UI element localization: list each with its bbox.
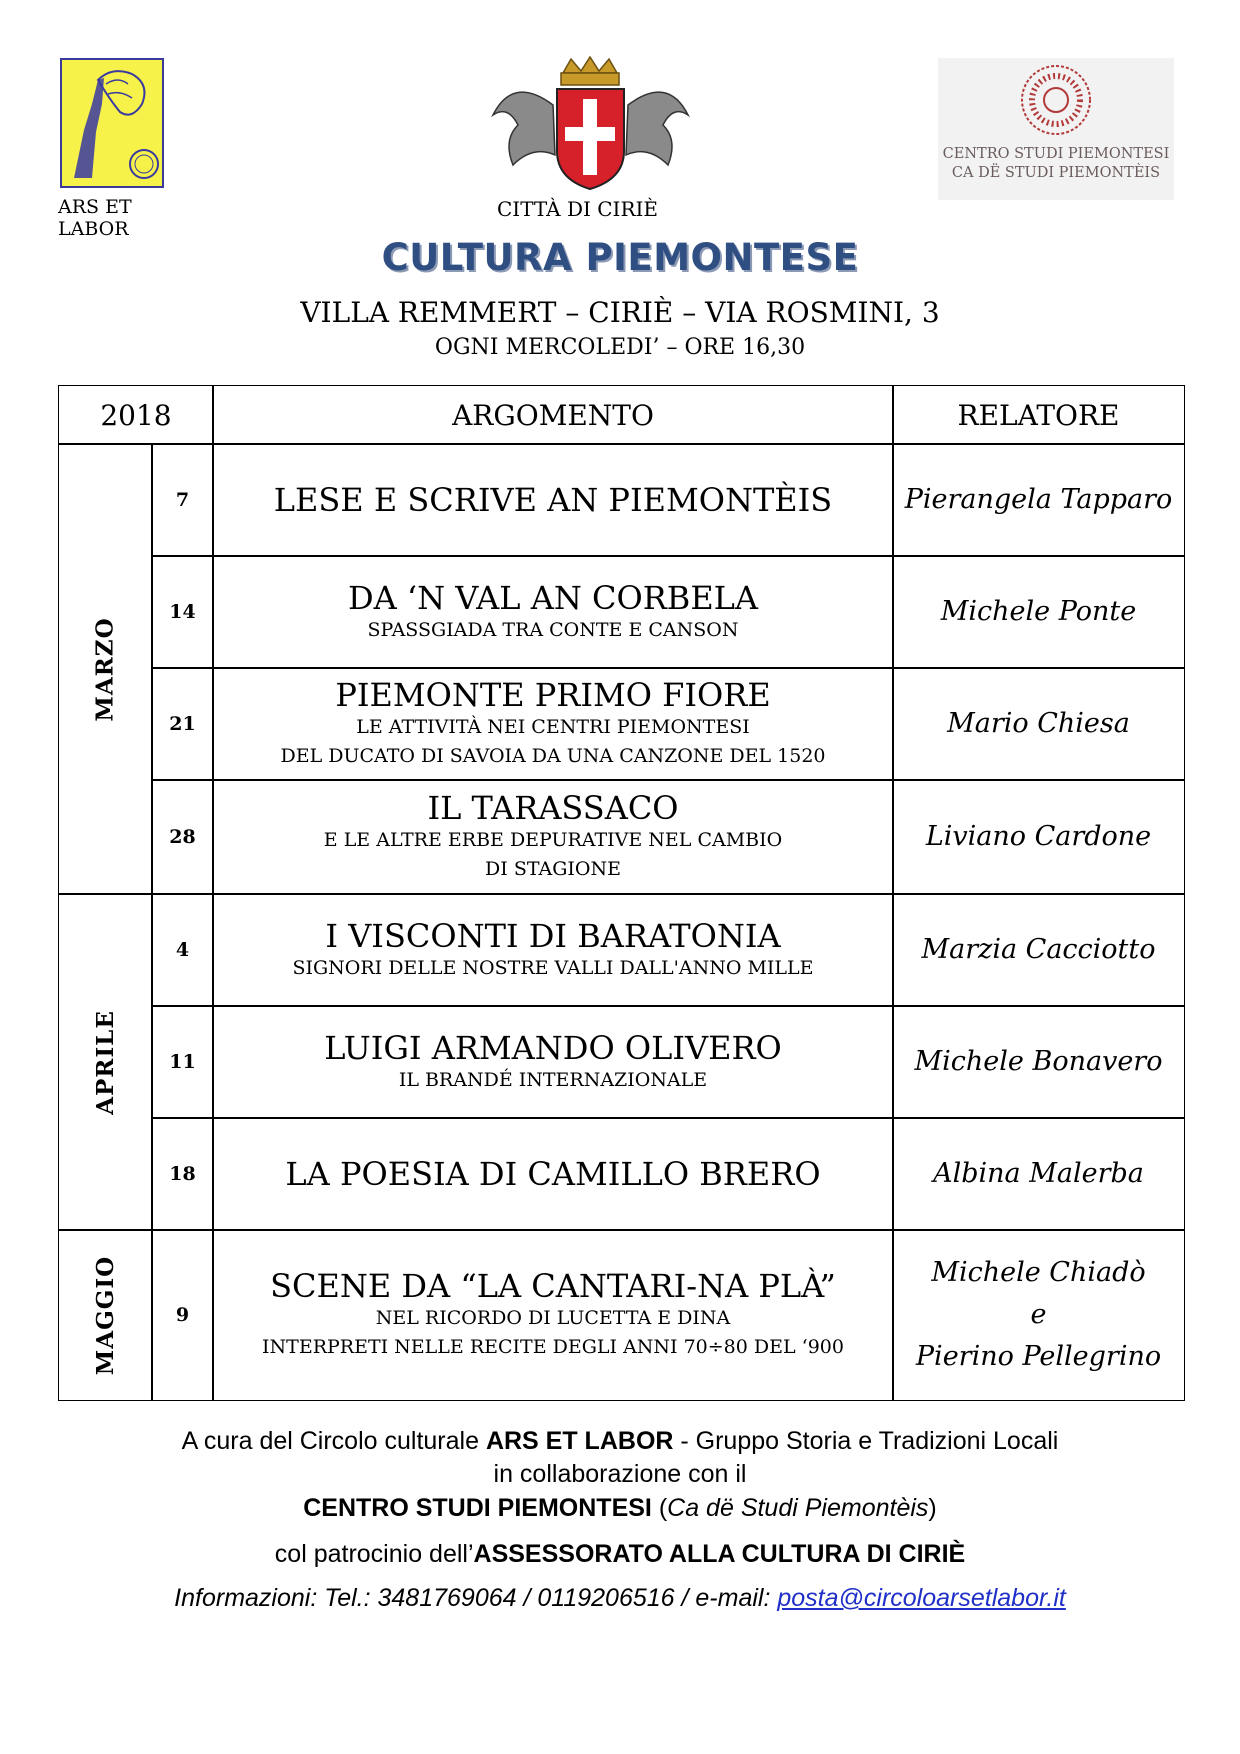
speaker-name: Liviano Cardone bbox=[925, 821, 1152, 852]
day-cell: 28 bbox=[151, 779, 214, 895]
month-label: APRILE bbox=[92, 1009, 119, 1115]
day-cell: 7 bbox=[151, 443, 214, 557]
day-cell: 4 bbox=[151, 893, 214, 1007]
ars-et-labor-caption: ARS ET LABOR bbox=[58, 196, 132, 240]
month-cell-marzo bbox=[58, 443, 153, 895]
topic-title: LA POESIA DI CAMILLO BRERO bbox=[285, 1155, 821, 1193]
topic-title: IL TARASSACO bbox=[427, 789, 679, 827]
speaker-header: RELATORE bbox=[892, 385, 1185, 445]
topic-subtitle: NEL RICORDO DI LUCETTA E DINA bbox=[375, 1307, 731, 1329]
speaker-cell bbox=[892, 1229, 1185, 1401]
speaker-cell bbox=[892, 667, 1185, 781]
speaker-name: Albina Malerba bbox=[933, 1158, 1144, 1189]
topic-title: LUIGI ARMANDO OLIVERO bbox=[324, 1028, 782, 1067]
footer-org-name: ARS ET LABOR bbox=[485, 1427, 674, 1455]
email-link[interactable]: posta@circoloarsetlabor.it bbox=[777, 1584, 1066, 1612]
topic-title: PIEMONTE PRIMO FIORE bbox=[335, 676, 771, 714]
topic-cell bbox=[212, 1117, 894, 1231]
centro-studi-line2: CA DË STUDI PIEMONTÈIS bbox=[951, 165, 1161, 181]
footer-text: ( bbox=[651, 1494, 668, 1522]
footer-contact-text: Informazioni: Tel.: 3481769064 / 0119206516 / e-mail: bbox=[174, 1584, 778, 1612]
speaker-cell bbox=[892, 1117, 1185, 1231]
day-cell: 18 bbox=[151, 1117, 214, 1231]
day-cell: 9 bbox=[151, 1229, 214, 1401]
centro-studi-line1: CENTRO STUDI PIEMONTESI bbox=[942, 146, 1170, 162]
speaker-cell bbox=[892, 555, 1185, 669]
topic-cell bbox=[212, 443, 894, 557]
footer-text: - Gruppo Storia e Tradizioni Locali bbox=[673, 1427, 1059, 1455]
topic-subtitle: SIGNORI DELLE NOSTRE VALLI DALL'ANNO MILLE bbox=[292, 956, 814, 979]
topic-subtitle: INTERPRETI NELLE RECITE DEGLI ANNI 70÷80 DEL ‘900 bbox=[262, 1336, 844, 1358]
speaker-cell bbox=[892, 443, 1185, 557]
month-cell-aprile bbox=[58, 893, 153, 1231]
month-label: MAGGIO bbox=[92, 1255, 120, 1375]
torch-hand-icon bbox=[62, 60, 162, 186]
speaker-name: Mario Chiesa bbox=[947, 708, 1130, 739]
speaker-name: Marzia Cacciotto bbox=[921, 934, 1156, 965]
topic-title: LESE E SCRIVE AN PIEMONTÈIS bbox=[273, 481, 833, 519]
speaker-name: Michele Ponte bbox=[940, 596, 1137, 627]
month-label: MARZO bbox=[92, 616, 119, 722]
ars-et-labor-emblem bbox=[60, 58, 164, 188]
topic-subtitle: E LE ALTRE ERBE DEPURATIVE NEL CAMBIO bbox=[323, 829, 783, 851]
footer-centro-dialect: Ca dë Studi Piemontèis bbox=[667, 1494, 929, 1522]
centro-studi-piemontesi-logo bbox=[938, 58, 1174, 200]
program-table bbox=[58, 385, 1185, 1401]
speaker-name: Pierino Pellegrino bbox=[915, 1341, 1162, 1372]
topic-cell bbox=[212, 1005, 894, 1119]
topic-title: I VISCONTI DI BARATONIA bbox=[325, 916, 781, 955]
footer-centro-name: CENTRO STUDI PIEMONTESI bbox=[303, 1494, 652, 1522]
topic-cell bbox=[212, 1229, 894, 1401]
topic-title: DA ‘N VAL AN CORBELA bbox=[347, 578, 759, 617]
topic-header: ARGOMENTO bbox=[212, 385, 894, 445]
topic-cell bbox=[212, 667, 894, 781]
topic-title: SCENE DA “LA CANTARI-NA PLÀ” bbox=[270, 1267, 836, 1305]
speaker-name: Michele Chiadò bbox=[931, 1257, 1146, 1288]
topic-subtitle: DI STAGIONE bbox=[485, 858, 621, 880]
month-cell-maggio bbox=[58, 1229, 153, 1401]
footer-organizer bbox=[0, 1427, 1240, 1456]
topic-subtitle: DEL DUCATO DI SAVOIA DA UNA CANZONE DEL 1520 bbox=[280, 745, 826, 767]
venue-line: VILLA REMMERT – CIRIÈ – VIA ROSMINI, 3 bbox=[300, 296, 940, 329]
speaker-name: Michele Bonavero bbox=[914, 1046, 1163, 1077]
citta-di-cirie-caption: CITTÀ DI CIRIÈ bbox=[496, 197, 658, 221]
day-cell: 14 bbox=[151, 555, 214, 669]
footer-collaboration: in collaborazione con il bbox=[493, 1460, 747, 1488]
topic-subtitle: LE ATTIVITÀ NEI CENTRI PIEMONTESI bbox=[356, 716, 750, 738]
speaker-cell bbox=[892, 779, 1185, 895]
topic-subtitle: SPASSGIADA TRA CONTE E CANSON bbox=[367, 618, 739, 641]
day-cell: 21 bbox=[151, 667, 214, 781]
topic-cell bbox=[212, 779, 894, 895]
footer-patronage bbox=[0, 1540, 1240, 1569]
footer-text: col patrocinio dell’ bbox=[274, 1540, 474, 1568]
page-title: CULTURA PIEMONTESE bbox=[381, 236, 859, 279]
topic-cell bbox=[212, 893, 894, 1007]
footer-text: ) bbox=[928, 1494, 937, 1522]
topic-subtitle: IL BRANDÉ INTERNAZIONALE bbox=[398, 1068, 708, 1091]
schedule-line: OGNI MERCOLEDI’ – ORE 16,30 bbox=[434, 335, 806, 360]
year-header: 2018 bbox=[58, 385, 214, 445]
footer-assessorato: ASSESSORATO ALLA CULTURA DI CIRIÈ bbox=[473, 1540, 966, 1568]
footer-centro-studi bbox=[0, 1494, 1240, 1523]
topic-cell bbox=[212, 555, 894, 669]
day-cell: 11 bbox=[151, 1005, 214, 1119]
citta-di-cirie-crest bbox=[470, 55, 710, 227]
footer-info bbox=[0, 1584, 1240, 1613]
speaker-cell bbox=[892, 1005, 1185, 1119]
ars-et-labor-logo bbox=[58, 58, 208, 240]
circular-seal-icon bbox=[938, 58, 1174, 142]
speaker-name: Pierangela Tapparo bbox=[904, 484, 1173, 515]
speaker-conjunction: e bbox=[1030, 1299, 1047, 1330]
coat-of-arms-icon bbox=[483, 55, 698, 195]
footer-text: A cura del Circolo culturale bbox=[181, 1427, 486, 1455]
speaker-cell bbox=[892, 893, 1185, 1007]
